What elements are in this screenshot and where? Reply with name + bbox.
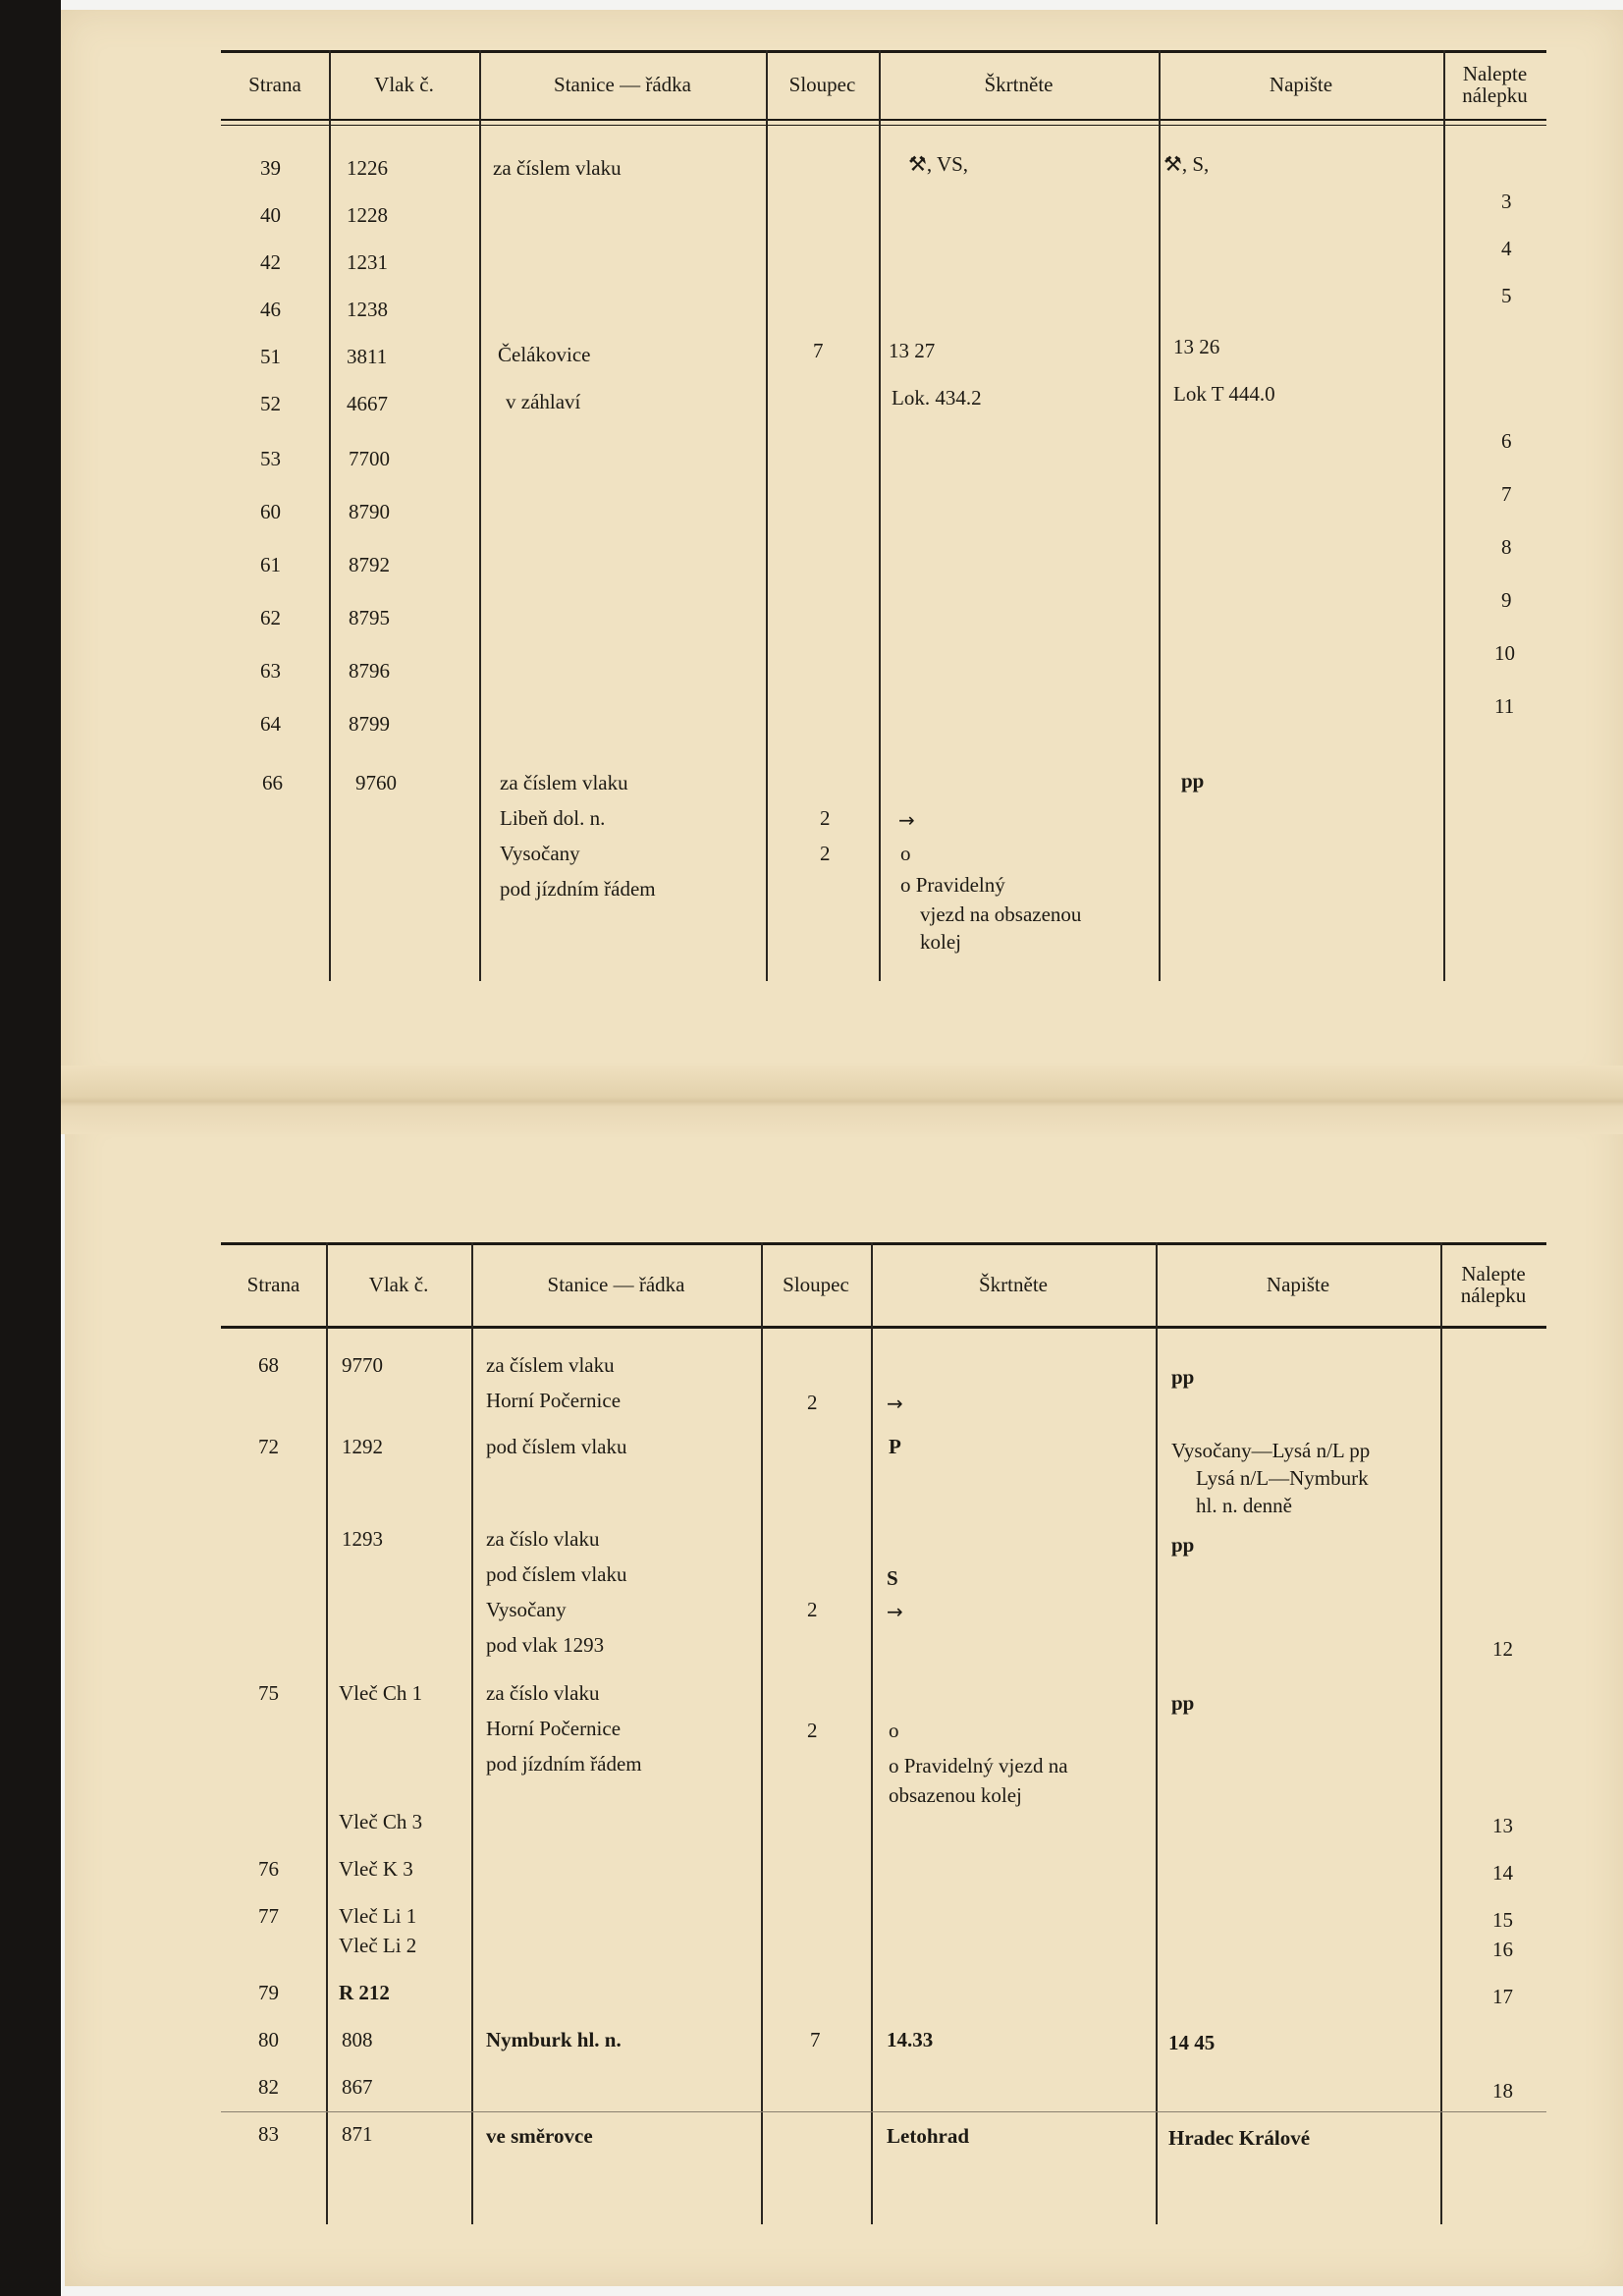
cell-vlak: 808 xyxy=(342,2028,373,2051)
cell-vlak: R 212 xyxy=(339,1981,390,2004)
cell-strana: 40 xyxy=(260,203,281,227)
cell-strana: 80 xyxy=(258,2028,279,2051)
cell-vlak: Vleč Ch 3 xyxy=(339,1810,423,1833)
cell-stanice: za číslem vlaku xyxy=(493,156,622,180)
header-rule xyxy=(221,119,1546,121)
header-strana: Strana xyxy=(246,1272,300,1296)
cell-nalepka: 12 xyxy=(1492,1637,1513,1661)
cell-skrtnete: o Pravidelný vjezd na xyxy=(889,1754,1068,1777)
header-napiste: Napište xyxy=(1266,1272,1330,1296)
row-rule xyxy=(221,2111,1546,2112)
cell-stanice: Čelákovice xyxy=(498,343,591,366)
cell-stanice: pod jízdním řádem xyxy=(500,877,656,901)
cell-stanice: Horní Počernice xyxy=(486,1717,622,1740)
cell-strana: 79 xyxy=(258,1981,279,2004)
cell-skrtnete: Lok. 434.2 xyxy=(892,386,982,410)
scan-black-edge xyxy=(0,0,61,2296)
cell-strana: 61 xyxy=(260,553,281,576)
cell-vlak: Vleč K 3 xyxy=(339,1857,413,1881)
header-rule xyxy=(221,1326,1546,1329)
cell-sloupec: 2 xyxy=(820,806,831,830)
cell-skrtnete: Letohrad xyxy=(887,2124,969,2148)
cell-nalepka: 5 xyxy=(1501,284,1512,307)
cell-strana: 76 xyxy=(258,1857,279,1881)
cell-sloupec: 2 xyxy=(807,1598,818,1621)
arrow-icon: → xyxy=(887,1600,903,1623)
cell-stanice: pod číslem vlaku xyxy=(486,1435,627,1458)
cell-vlak: 8795 xyxy=(349,606,390,629)
header-rule-2 xyxy=(221,125,1546,126)
cell-strana: 60 xyxy=(260,500,281,523)
cell-skrtnete: 14.33 xyxy=(887,2028,934,2051)
cell-nalepka: 10 xyxy=(1494,641,1515,665)
header-stanice: Stanice — řádka xyxy=(554,73,691,96)
cell-nalepka: 13 xyxy=(1492,1814,1513,1837)
cell-strana: 62 xyxy=(260,606,281,629)
cell-stanice: Libeň dol. n. xyxy=(500,806,606,830)
col-divider xyxy=(1443,50,1445,981)
header-nalepte: Nalepte nálepku xyxy=(1462,62,1528,107)
cell-stanice: za číslem vlaku xyxy=(486,1353,615,1377)
cell-napiste: Vysočany—Lysá n/L pp xyxy=(1171,1439,1371,1462)
col-divider xyxy=(871,1242,873,2224)
cell-strana: 39 xyxy=(260,156,281,180)
cell-strana: 42 xyxy=(260,250,281,274)
cell-skrtnete: obsazenou kolej xyxy=(889,1783,1022,1807)
header-nalepte: Nalepte nálepku xyxy=(1460,1261,1527,1307)
cell-vlak: 867 xyxy=(342,2075,373,2099)
cell-stanice: za číslem vlaku xyxy=(500,771,628,794)
cell-vlak: 9760 xyxy=(355,771,397,794)
cell-skrtnete: vjezd na obsazenou xyxy=(920,902,1082,926)
top-table xyxy=(221,32,1546,980)
cell-nalepka: 7 xyxy=(1501,482,1512,506)
cell-stanice: za číslo vlaku xyxy=(486,1527,600,1551)
cell-vlak: Vleč Li 2 xyxy=(339,1934,417,1957)
cell-sloupec: 7 xyxy=(813,339,824,362)
col-divider xyxy=(326,1242,328,2224)
cell-skrtnete: ⚒, VS, xyxy=(908,152,969,176)
cell-vlak: 1292 xyxy=(342,1435,383,1458)
cell-vlak: 8796 xyxy=(349,659,390,683)
header-skrtnete: Škrtněte xyxy=(979,1272,1048,1296)
cell-vlak: 871 xyxy=(342,2122,373,2146)
cell-vlak: Vleč Ch 1 xyxy=(339,1681,423,1705)
cell-stanice: v záhlaví xyxy=(506,390,581,413)
cell-stanice: pod vlak 1293 xyxy=(486,1633,605,1657)
cell-napiste: pp xyxy=(1181,769,1205,793)
cell-strana: 83 xyxy=(258,2122,279,2146)
cell-stanice: ve směrovce xyxy=(486,2124,593,2148)
col-divider xyxy=(1440,1242,1442,2224)
cell-napiste: pp xyxy=(1171,1533,1195,1557)
header-vlak: Vlak č. xyxy=(374,73,434,96)
cell-strana: 51 xyxy=(260,345,281,368)
cell-nalepka: 8 xyxy=(1501,535,1512,559)
cell-nalepka: 11 xyxy=(1494,694,1515,718)
circle-icon: o xyxy=(900,842,911,865)
arrow-icon: → xyxy=(887,1392,903,1415)
cell-napiste: pp xyxy=(1171,1691,1195,1715)
cell-strana: 68 xyxy=(258,1353,279,1377)
cell-sloupec: 2 xyxy=(807,1719,818,1742)
cell-strana: 64 xyxy=(260,712,281,736)
cell-vlak: 3811 xyxy=(347,345,388,368)
cell-stanice: Nymburk hl. n. xyxy=(486,2028,622,2051)
col-divider xyxy=(471,1242,473,2224)
cell-skrtnete: S xyxy=(887,1566,898,1590)
arrow-icon: → xyxy=(898,808,915,832)
header-sloupec: Sloupec xyxy=(788,73,856,96)
cell-stanice: Horní Počernice xyxy=(486,1389,622,1412)
cell-nalepka: 9 xyxy=(1501,588,1512,612)
col-divider xyxy=(1156,1242,1158,2224)
cell-vlak: 1226 xyxy=(347,156,388,180)
cell-strana: 66 xyxy=(262,771,283,794)
cell-strana: 82 xyxy=(258,2075,279,2099)
cell-skrtnete: 13 27 xyxy=(889,339,936,362)
cell-nalepka: 16 xyxy=(1492,1938,1513,1961)
cell-stanice: pod číslem vlaku xyxy=(486,1562,627,1586)
cell-skrtnete: kolej xyxy=(920,930,961,954)
cell-nalepka: 3 xyxy=(1501,190,1512,213)
cell-vlak: Vleč Li 1 xyxy=(339,1904,417,1928)
col-divider xyxy=(1159,50,1161,981)
cell-vlak: 1238 xyxy=(347,298,388,321)
bottom-table xyxy=(221,1242,1546,2224)
col-divider xyxy=(329,50,331,981)
cell-stanice: za číslo vlaku xyxy=(486,1681,600,1705)
cell-sloupec: 2 xyxy=(807,1391,818,1414)
col-divider xyxy=(766,50,768,981)
cell-nalepka: 6 xyxy=(1501,429,1512,453)
header-stanice: Stanice — řádka xyxy=(547,1272,685,1296)
cell-strana: 46 xyxy=(260,298,281,321)
header-sloupec: Sloupec xyxy=(783,1272,849,1296)
cell-vlak: 4667 xyxy=(347,392,388,415)
cell-vlak: 9770 xyxy=(342,1353,383,1377)
page-fold xyxy=(61,1066,1623,1134)
cell-nalepka: 4 xyxy=(1501,237,1512,260)
cell-strana: 77 xyxy=(258,1904,279,1928)
cell-strana: 52 xyxy=(260,392,281,415)
header-vlak: Vlak č. xyxy=(368,1272,429,1296)
cell-nalepka: 18 xyxy=(1492,2079,1513,2103)
col-divider xyxy=(879,50,881,981)
cell-napiste: 13 26 xyxy=(1173,335,1220,358)
cell-strana: 53 xyxy=(260,447,281,470)
cell-napiste: Lysá n/L—Nymburk xyxy=(1196,1466,1369,1490)
cell-skrtnete: o Pravidelný xyxy=(900,873,1005,897)
cell-vlak: 7700 xyxy=(349,447,390,470)
cell-nalepka: 15 xyxy=(1492,1908,1513,1932)
col-divider xyxy=(761,1242,763,2224)
col-divider xyxy=(479,50,481,981)
cell-strana: 75 xyxy=(258,1681,279,1705)
cell-napiste: hl. n. denně xyxy=(1196,1494,1292,1517)
cell-napiste: pp xyxy=(1171,1365,1195,1389)
header-napiste: Napište xyxy=(1269,73,1333,96)
cell-napiste: Hradec Králové xyxy=(1168,2126,1311,2150)
cell-vlak: 8792 xyxy=(349,553,390,576)
cell-nalepka: 17 xyxy=(1492,1985,1513,2008)
cell-napiste: 14 45 xyxy=(1168,2031,1216,2054)
cell-sloupec: 7 xyxy=(810,2028,821,2051)
cell-sloupec: 2 xyxy=(820,842,831,865)
cell-strana: 63 xyxy=(260,659,281,683)
circle-icon: o xyxy=(889,1719,899,1742)
cell-stanice: pod jízdním řádem xyxy=(486,1752,642,1776)
cell-skrtnete: P xyxy=(889,1435,901,1458)
cell-vlak: 8790 xyxy=(349,500,390,523)
header-strana: Strana xyxy=(248,73,301,96)
cell-vlak: 8799 xyxy=(349,712,390,736)
cell-vlak: 1231 xyxy=(347,250,388,274)
cell-vlak: 1293 xyxy=(342,1527,383,1551)
cell-nalepka: 14 xyxy=(1492,1861,1513,1885)
cell-strana: 72 xyxy=(258,1435,279,1458)
cell-stanice: Vysočany xyxy=(500,842,580,865)
cell-napiste: Lok T 444.0 xyxy=(1173,382,1275,406)
cell-stanice: Vysočany xyxy=(486,1598,567,1621)
cell-napiste: ⚒, S, xyxy=(1163,152,1210,176)
cell-vlak: 1228 xyxy=(347,203,388,227)
header-skrtnete: Škrtněte xyxy=(984,73,1054,96)
